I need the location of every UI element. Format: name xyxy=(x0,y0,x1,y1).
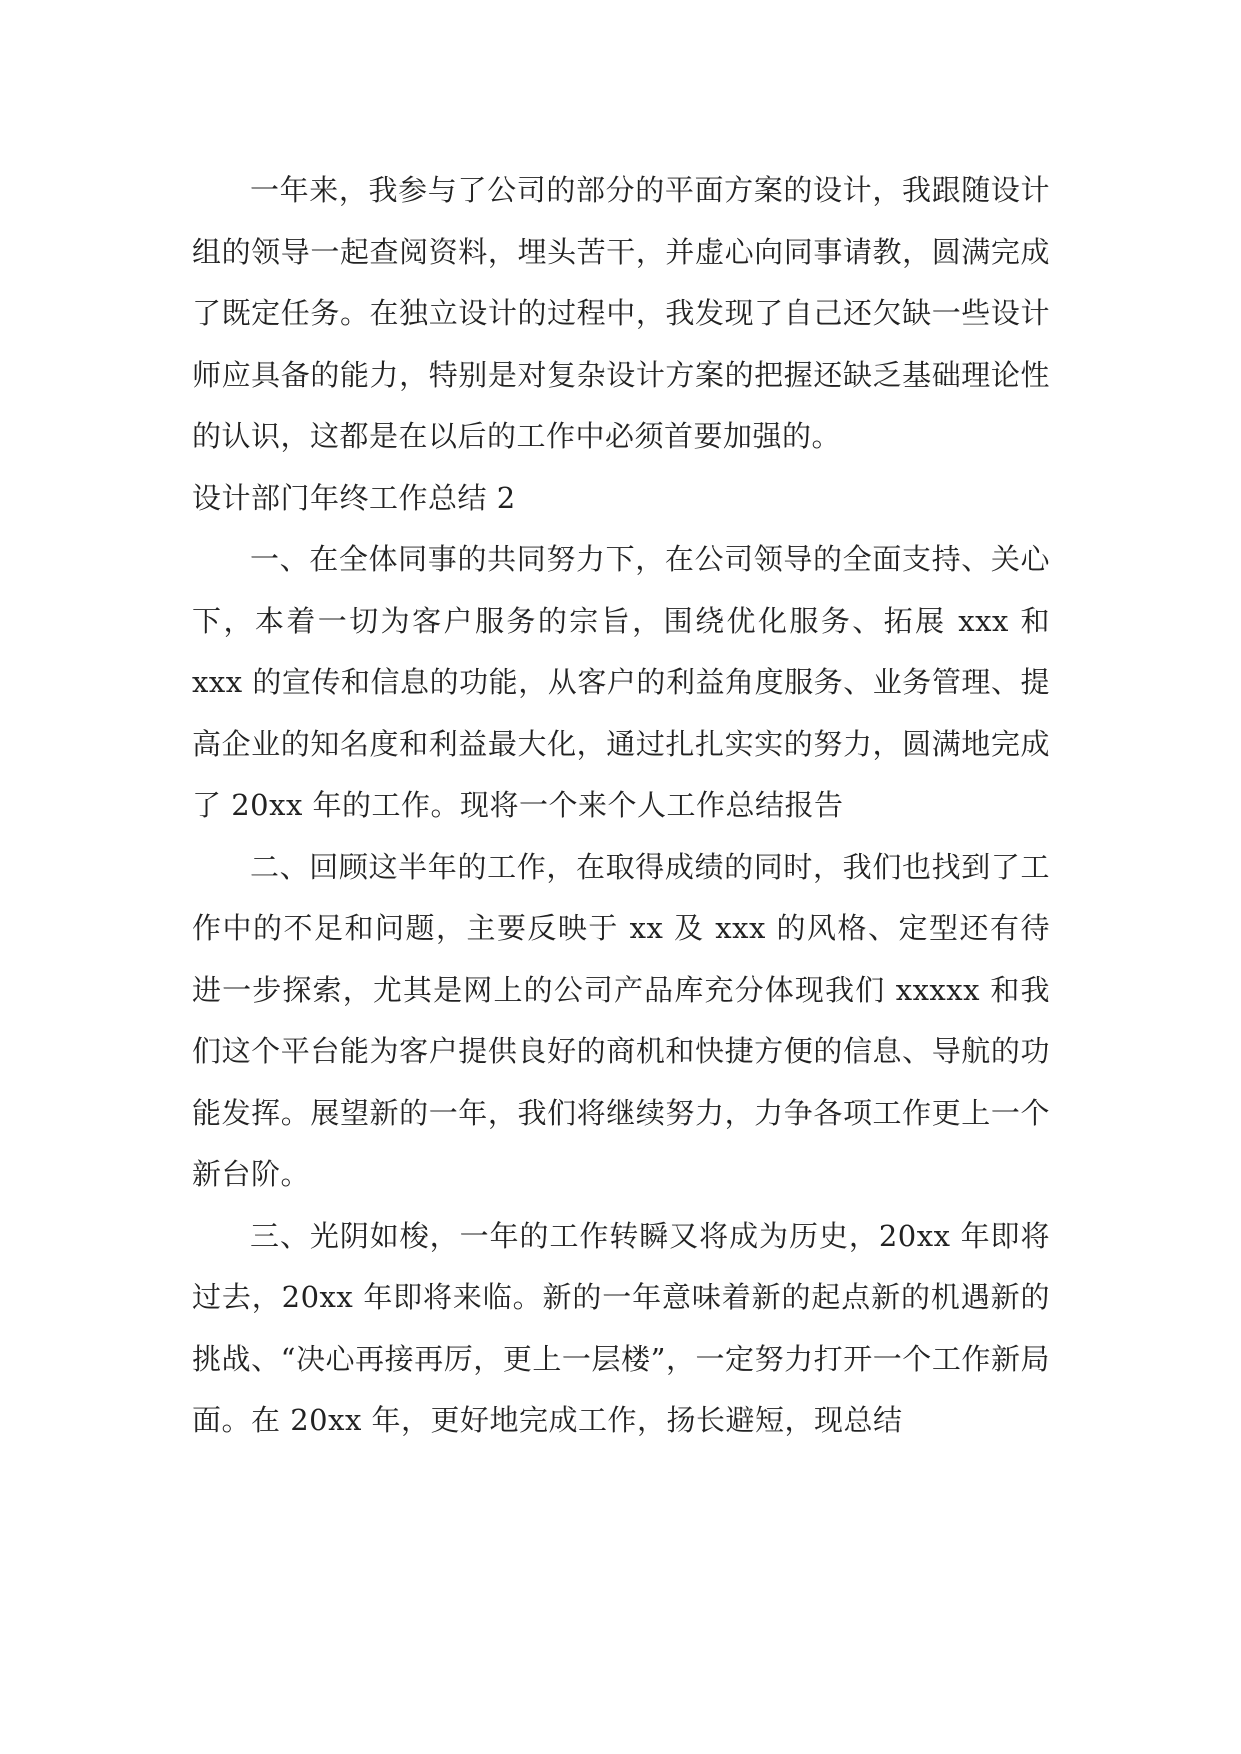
paragraph-2: 二、回顾这半年的工作，在取得成绩的同时，我们也找到了工作中的不足和问题，主要反映于 xx 及 xxx 的风格、定型还有待进一步探索，尤其是网上的公司产品库充分体现我们 xxxxx 和我们这个平台能为客户提供良好的商机和快捷方便的信息、导航的功能发挥。展望新的一年，我们将继续努力，力争各项工作更上一个新台阶。 xyxy=(192,849,1050,1191)
intro-paragraph: 一年来，我参与了公司的部分的平面方案的设计，我跟随设计组的领导一起查阅资料，埋头苦干，并虚心向同事请教，圆满完成了既定任务。在独立设计的过程中，我发现了自己还欠缺一些设计师应具备的能力，特别是对复杂设计方案的把握还缺乏基础理论性的认识，这都是在以后的工作中必须首要加强的。 xyxy=(192,173,1050,453)
paragraph-1: 一、在全体同事的共同努力下，在公司领导的全面支持、关心下，本着一切为客户服务的宗旨，围绕优化服务、拓展 xxx 和 xxx 的宣传和信息的功能，从客户的利益角度服务、业务管理、提高企业的知名度和利益最大化，通过扎扎实实的努力，圆满地完成了 20xx 年的工作。现将一个来个人工作总结报告 xyxy=(192,542,1050,822)
document-body xyxy=(192,160,1050,1452)
section-title: 设计部门年终工作总结 2 xyxy=(192,480,516,515)
paragraph-3: 三、光阴如梭，一年的工作转瞬又将成为历史，20xx 年即将过去，20xx 年即将来临。新的一年意味着新的起点新的机遇新的挑战、“决心再接再厉，更上一层楼”，一定努力打开一个工作新局面。在 20xx 年，更好地完成工作，扬长避短，现总结 xyxy=(192,1218,1050,1437)
